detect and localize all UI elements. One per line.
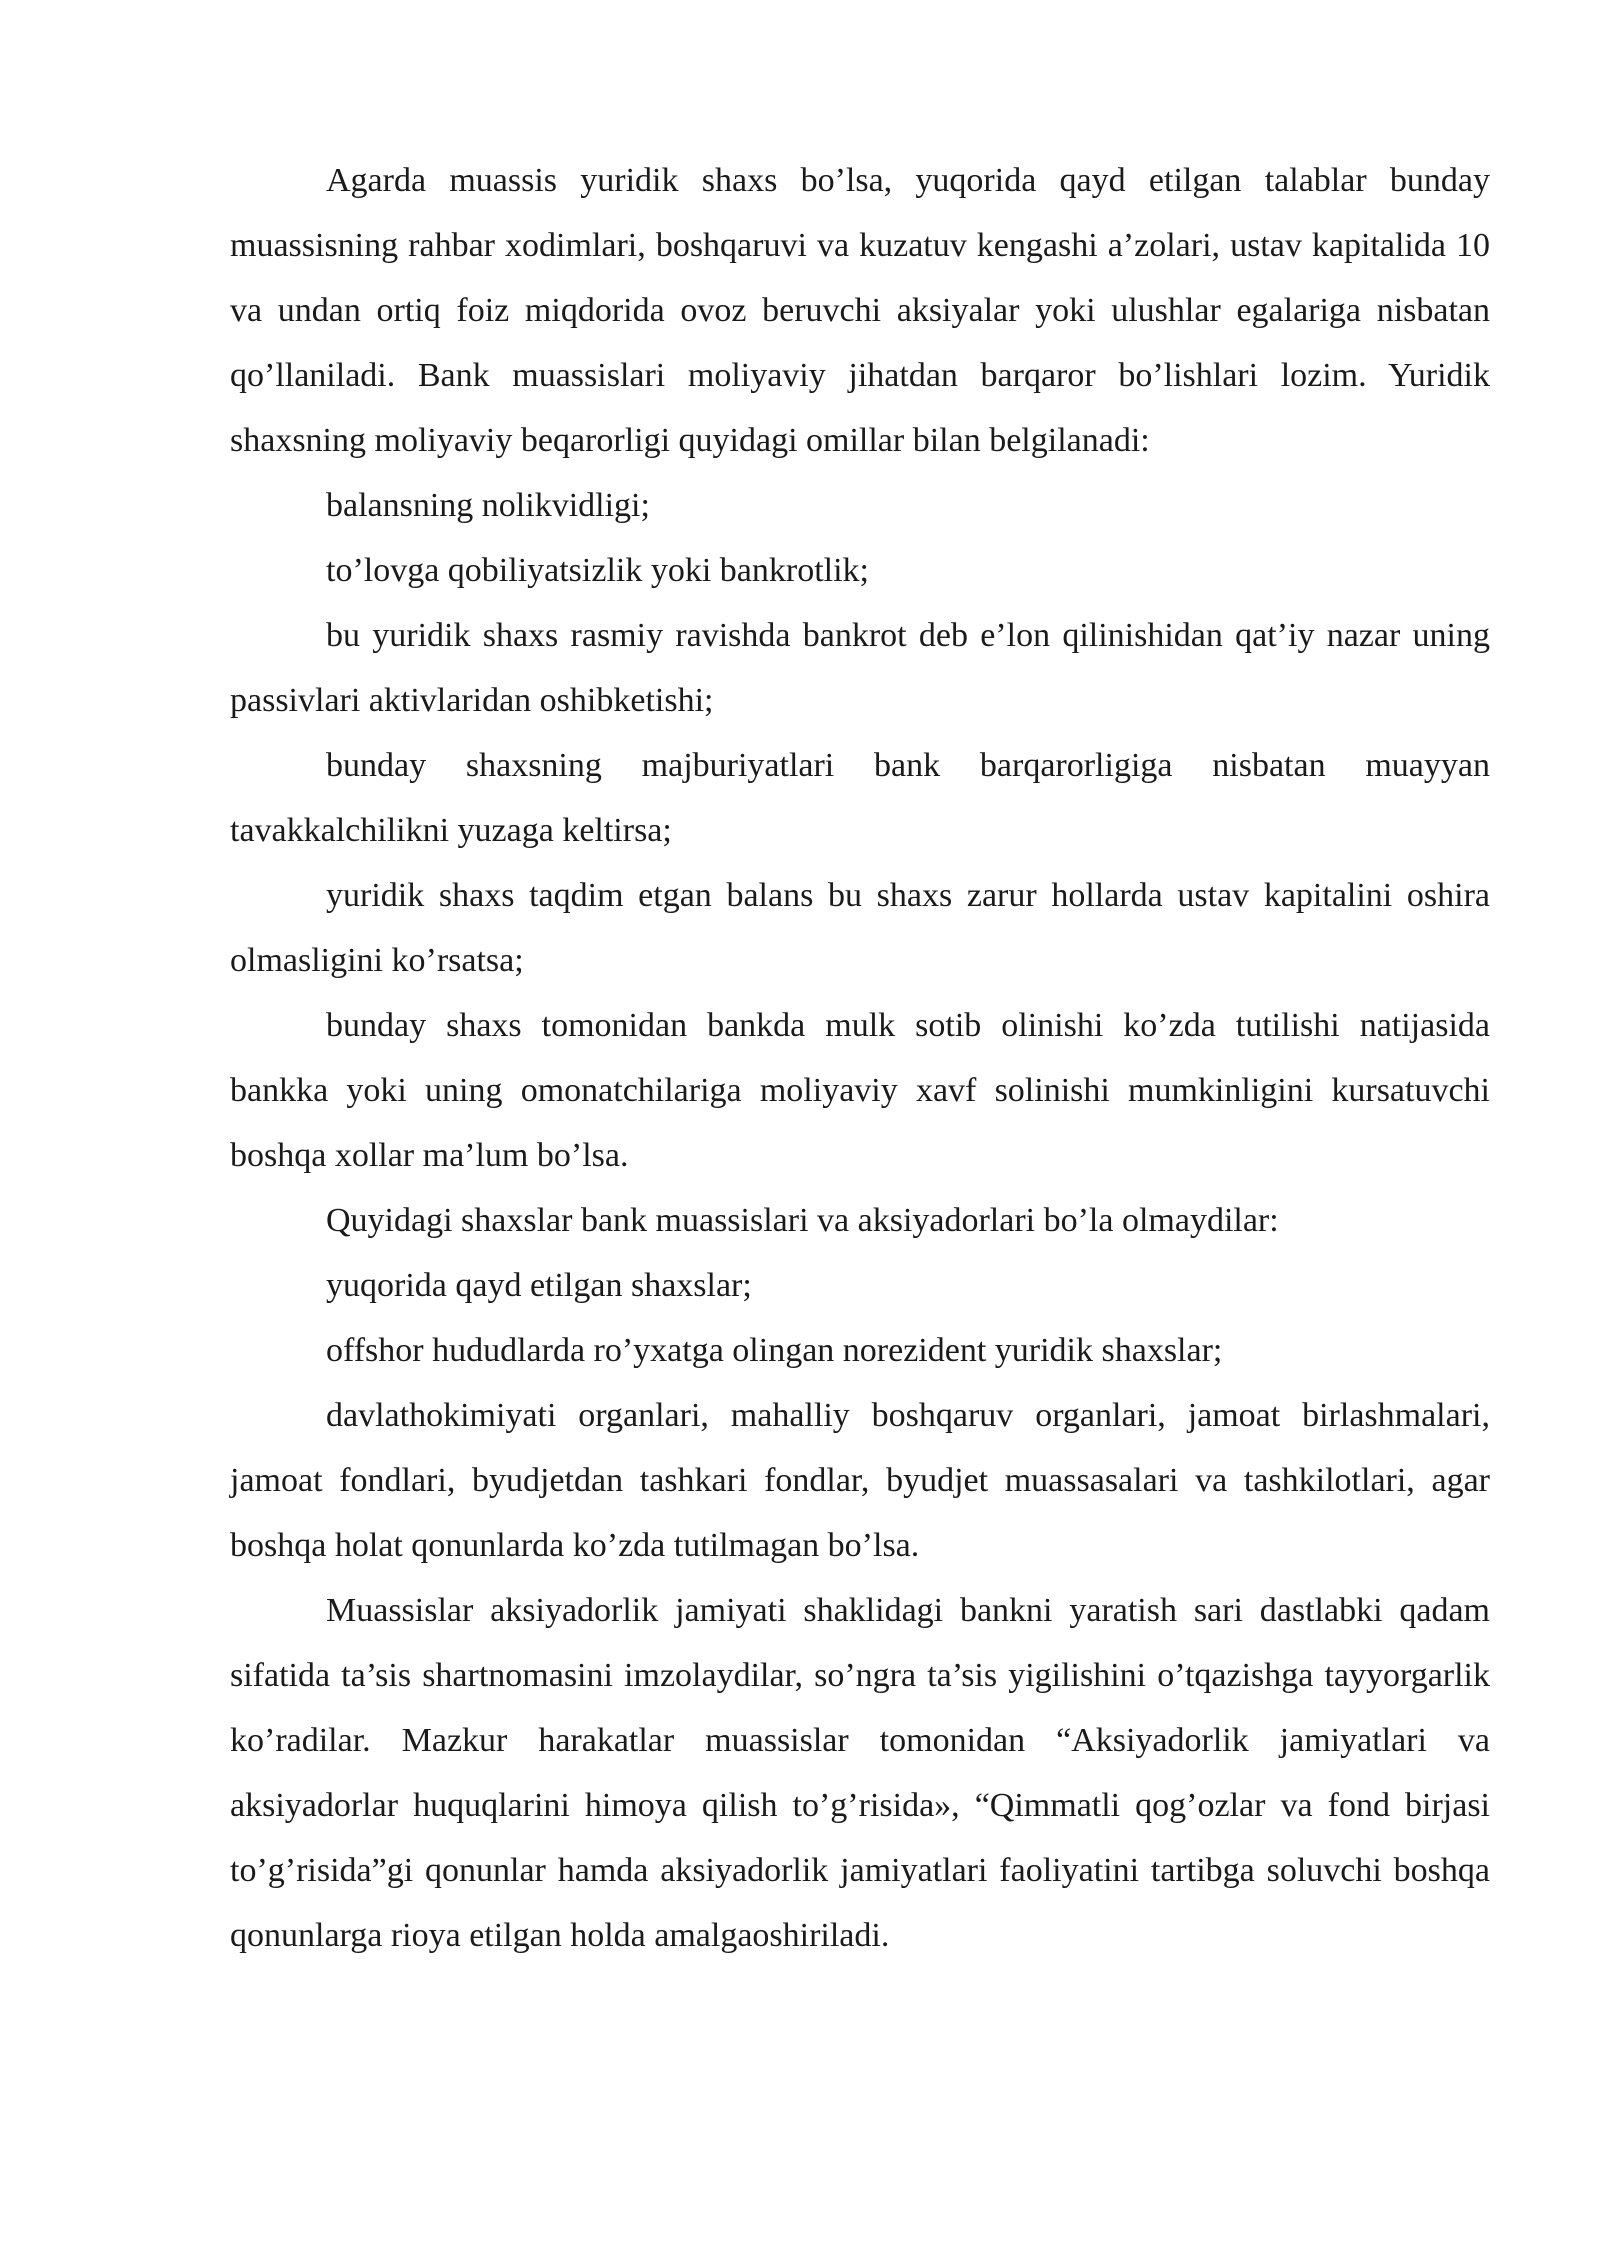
list-item-financial-threat: bunday shaxs tomonidan bankda mulk sotib olinishi ko’zda tutilishi natijasida bankka yoki uning omonatchilariga moliyaviy xavf solinishi mumkinligini kursatuvchi boshqa xollar ma’lum bo’lsa. (230, 1007, 1490, 1174)
list-item-state-bodies: davlathokimiyati organlari, mahalliy boshqaruv organlari, jamoat birlashmalari, jamoat fondlari, byudjetdan tashkari fondlar, byudjet muassasalari va tashkilotlari, agar boshqa holat qonunlarda ko’zda tutilmagan bo’lsa. (230, 1397, 1490, 1564)
document-page (230, 148, 1490, 1968)
list-item-insolvency: to’lovga qobiliyatsizlik yoki bankrotlik; (326, 552, 869, 589)
paragraph-excluded-persons: Quyidagi shaxslar bank muassislari va aksiyadorlari bo’la olmaydilar: (326, 1202, 1279, 1239)
list-item-illiquid-balance: balansning nolikvidligi; (326, 487, 650, 524)
list-item-liabilities-exceed-assets: bu yuridik shaxs rasmiy ravishda bankrot deb e’lon qilinishidan qat’iy nazar uning passivlari aktivlaridan oshibketishi; (230, 617, 1490, 719)
list-item-offshore-entities: offshor hududlarda ro’yxatga olingan norezident yuridik shaxslar; (326, 1332, 1223, 1369)
list-item-risk-to-bank: bunday shaxsning majburiyatlari bank barqarorligiga nisbatan muayyan tavakkalchilikni yuzaga keltirsa; (230, 747, 1490, 849)
list-item-mentioned-persons: yuqorida qayd etilgan shaxslar; (326, 1267, 752, 1304)
paragraph-founder-requirements: Agarda muassis yuridik shaxs bo’lsa, yuqorida qayd etilgan talablar bunday muassisning rahbar xodimlari, boshqaruvi va kuzatuv kengashi a’zolari, ustav kapitalida 10 va undan ortiq foiz miqdorida ovoz beruvchi aksiyalar yoki ulushlar egalariga nisbatan qo’llaniladi. Bank muassislari moliyaviy jihatdan barqaror bo’lishlari lozim. Yuridik shaxsning moliyaviy beqarorligi quyidagi omillar bilan belgilanadi: (230, 162, 1490, 459)
paragraph-founding-procedure: Muassislar aksiyadorlik jamiyati shaklidagi bankni yaratish sari dastlabki qadam sifatida ta’sis shartnomasini imzolaydilar, so’ngra ta’sis yigilishini o’tqazishga tayyorgarlik ko’radilar. Mazkur harakatlar muassislar tomonidan “Aksiyadorlik jamiyatlari va aksiyadorlar huquqlarini himoya qilish to’g’risida», “Qimmatli qog’ozlar va fond birjasi to’g’risida”gi qonunlar hamda aksiyadorlik jamiyatlari faoliyatini tartibga soluvchi boshqa qonunlarga rioya etilgan holda amalgaoshiriladi. (230, 1592, 1490, 1954)
list-item-capital-increase: yuridik shaxs taqdim etgan balans bu shaxs zarur hollarda ustav kapitalini oshira olmasligini ko’rsatsa; (230, 877, 1490, 979)
